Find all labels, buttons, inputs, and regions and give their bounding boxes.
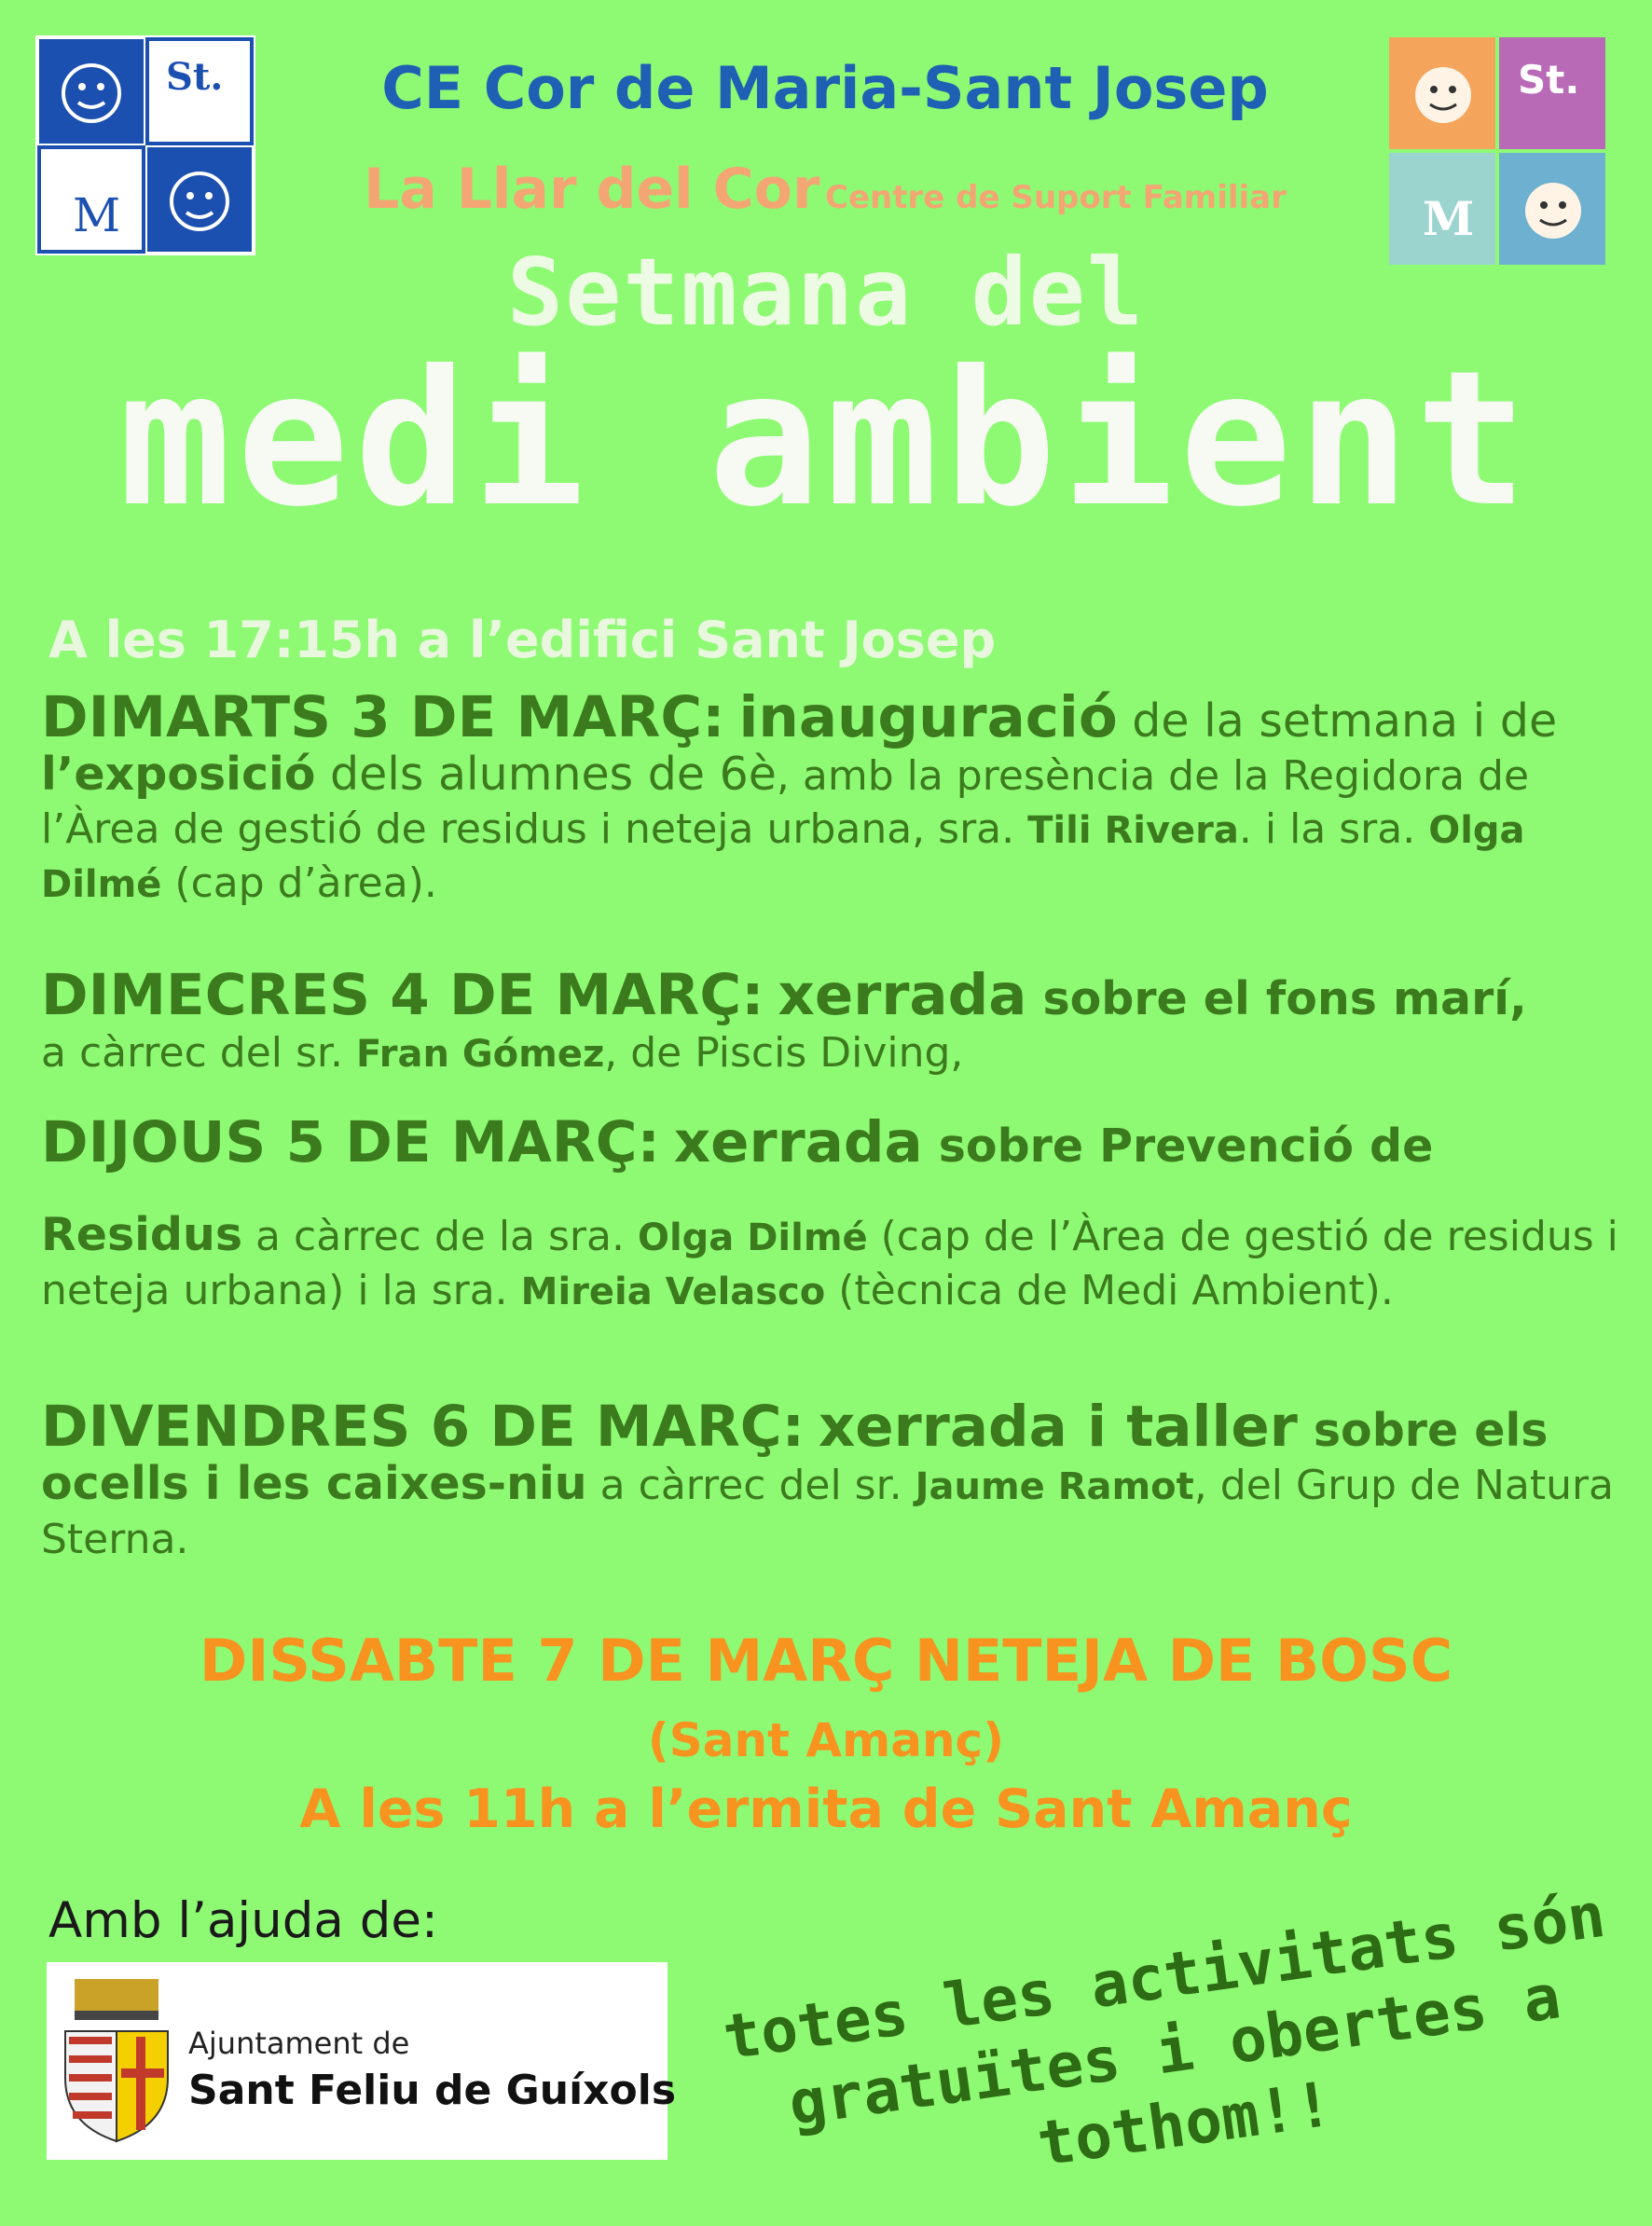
svg-text:St.: St. bbox=[166, 55, 224, 99]
event-day: DIJOUS 5 DE MARÇ bbox=[41, 1109, 638, 1175]
event-colon: : bbox=[781, 1394, 805, 1460]
event-day: DIVENDRES 6 DE MARÇ bbox=[41, 1394, 782, 1460]
event-person: Mireia Velasco bbox=[520, 1271, 826, 1313]
saturday-place: (Sant Amanç) bbox=[647, 1713, 1005, 1767]
llar-subtitle: Centre de Suport Familiar bbox=[825, 179, 1287, 216]
event-topic-continued: Residus bbox=[41, 1208, 243, 1261]
event-colon: : bbox=[741, 962, 764, 1028]
ajuntament-line-2: Sant Feliu de Guíxols bbox=[188, 2067, 677, 2114]
event-day: DIMARTS 3 DE MARÇ bbox=[41, 684, 703, 750]
event-person: Olga Dilmé bbox=[41, 809, 1525, 906]
event-text: (cap d’àrea). bbox=[161, 859, 437, 907]
event-colon: : bbox=[637, 1109, 660, 1175]
svg-text:M: M bbox=[1423, 191, 1475, 246]
svg-text:St.: St. bbox=[1518, 57, 1580, 103]
svg-text:M: M bbox=[73, 188, 121, 242]
title-line-1: Setmana del bbox=[506, 238, 1146, 347]
school-logo-right bbox=[1387, 35, 1607, 267]
event-topic: sobre els ocells i les caixes-niu bbox=[41, 1404, 1549, 1510]
event-text: a càrrec del sr. bbox=[41, 1029, 356, 1077]
event-friday bbox=[41, 1394, 1635, 1566]
event-activity: xerrada i taller bbox=[818, 1394, 1298, 1460]
event-thursday bbox=[41, 1109, 1635, 1318]
puzzle-logo-color-icon bbox=[1387, 35, 1607, 267]
event-activity: xerrada bbox=[673, 1109, 923, 1175]
event-text: , de Piscis Diving, bbox=[604, 1029, 964, 1077]
event-text: a càrrec del sr. bbox=[586, 1462, 915, 1509]
sponsor-label: Amb l’ajuda de: bbox=[48, 1892, 438, 1949]
event-text: a càrrec de la sra. bbox=[242, 1213, 638, 1260]
saturday-title: DISSABTE 7 DE MARÇ NETEJA DE BOSC bbox=[199, 1627, 1453, 1695]
event-highlight: l’exposició bbox=[41, 748, 316, 801]
ajuntament-logo bbox=[47, 1962, 677, 2160]
event-person: Tili Rivera bbox=[1027, 809, 1239, 852]
event-text: dels alumnes de 6è bbox=[315, 748, 777, 801]
event-wednesday bbox=[41, 962, 1635, 1080]
event-activity: inauguració bbox=[738, 684, 1118, 750]
event-tuesday bbox=[41, 684, 1635, 911]
title-line-2: medi ambient bbox=[118, 331, 1534, 548]
school-name: CE Cor de Maria-Sant Josep bbox=[381, 54, 1269, 122]
event-colon: : bbox=[702, 684, 725, 750]
time-place: A les 17:15h a l’edifici Sant Josep bbox=[48, 611, 997, 669]
event-text: de la setmana i de bbox=[1117, 694, 1558, 748]
event-person: Olga Dilmé bbox=[637, 1216, 868, 1259]
llar-main: La Llar del Cor bbox=[364, 157, 820, 222]
event-text: , amb la presència de la Regidora de l’Àrea de gestió de residus i neteja urbana, sra. bbox=[41, 752, 1530, 853]
event-text: (tècnica de Medi Ambient). bbox=[825, 1267, 1394, 1314]
coat-of-arms-icon bbox=[56, 1975, 177, 2149]
ajuntament-line-1: Ajuntament de bbox=[188, 2026, 410, 2061]
school-logo-left bbox=[35, 35, 255, 255]
event-text: (cap de l’Àrea de gestió de residus i neteja urbana) i la sra. bbox=[41, 1213, 1618, 1314]
event-person: Jaume Ramot bbox=[915, 1465, 1194, 1508]
saturday-time: A les 11h a l’ermita de Sant Amanç bbox=[299, 1779, 1353, 1840]
event-topic: sobre Prevenció de bbox=[922, 1120, 1434, 1173]
event-activity: xerrada bbox=[778, 962, 1027, 1028]
puzzle-logo-icon bbox=[35, 35, 255, 255]
event-topic: sobre el fons marí, bbox=[1026, 972, 1527, 1025]
event-text: . i la sra. bbox=[1238, 805, 1429, 853]
free-activities-note: totes les activitats són gratuïtes i obertes a tothom!! bbox=[719, 1878, 1610, 2180]
llar-del-cor-heading bbox=[280, 157, 1370, 222]
event-text: , del Grup de Natura Sterna. bbox=[41, 1462, 1615, 1563]
event-person: Fran Gómez bbox=[355, 1033, 605, 1076]
event-day: DIMECRES 4 DE MARÇ bbox=[41, 962, 742, 1028]
